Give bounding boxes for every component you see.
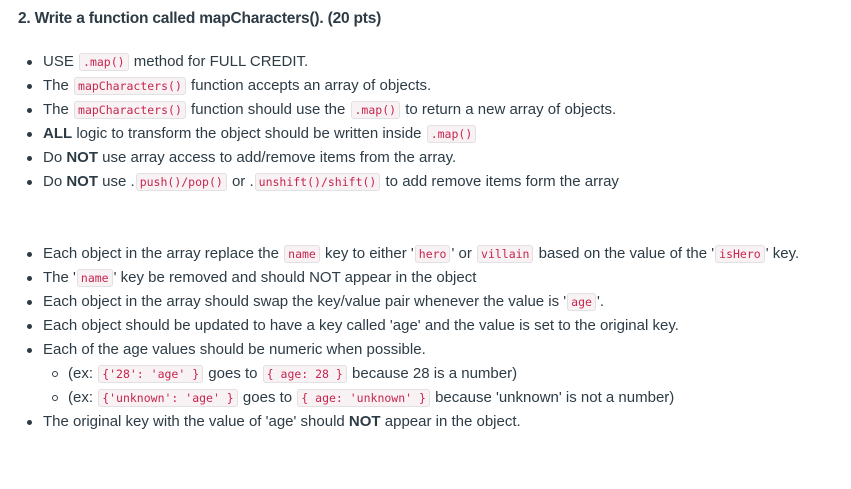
bold-text: ALL xyxy=(43,125,73,142)
example-item xyxy=(18,362,851,386)
item-text: ' key. xyxy=(765,245,800,262)
item-text: logic to transform the object should be written inside xyxy=(72,125,426,142)
item-text: or . xyxy=(227,173,254,190)
item-text: appear in the object. xyxy=(380,413,521,430)
inline-code: push()/pop() xyxy=(136,173,227,191)
item-text: ' or xyxy=(451,245,477,262)
item-text: goes to xyxy=(238,389,297,406)
inline-code: mapCharacters() xyxy=(74,77,186,95)
bold-text: NOT xyxy=(348,413,381,430)
item-text: (ex: xyxy=(68,365,98,382)
inline-code: unshift()/shift() xyxy=(255,173,381,191)
item-text: because 28 is a number) xyxy=(347,365,518,382)
final-rule-list xyxy=(18,410,851,434)
item-text: function should use the xyxy=(186,101,350,118)
list-item xyxy=(18,170,851,194)
item-text: (ex: xyxy=(68,389,98,406)
item-text: USE xyxy=(43,53,79,70)
bold-text: NOT xyxy=(66,173,99,190)
item-text: Each object should be updated to have a key called 'age' and the value is set to the original key. xyxy=(43,317,679,334)
item-text: use array access to add/remove items from the array. xyxy=(98,149,457,166)
inline-code: { age: 'unknown' } xyxy=(297,389,430,407)
requirements-list xyxy=(18,50,851,194)
item-text: goes to xyxy=(204,365,262,382)
item-text: based on the value of the ' xyxy=(534,245,715,262)
item-text: Each of the age values should be numeric when possible. xyxy=(43,341,426,358)
item-text: function accepts an array of objects. xyxy=(186,77,432,94)
inline-code: name xyxy=(284,245,320,263)
question-heading: 2. Write a function called mapCharacters(). (20 pts) xyxy=(18,10,382,27)
item-text: Each object in the array replace the xyxy=(43,245,284,262)
spacer xyxy=(18,194,851,242)
inline-code: {'28': 'age' } xyxy=(98,365,203,383)
inline-code: {'unknown': 'age' } xyxy=(98,389,238,407)
inline-code: .map() xyxy=(351,101,401,119)
transformation-rules-list xyxy=(18,242,851,362)
list-item xyxy=(18,242,851,266)
example-item xyxy=(18,386,851,410)
bold-text: NOT xyxy=(66,149,99,166)
list-item xyxy=(18,266,851,290)
list-item xyxy=(18,98,851,122)
examples-list xyxy=(18,362,851,410)
inline-code: villain xyxy=(477,245,533,263)
item-text: '. xyxy=(596,293,604,310)
item-text: The ' xyxy=(43,269,76,286)
list-item xyxy=(18,290,851,314)
list-item xyxy=(18,74,851,98)
item-text: to add remove items form the array xyxy=(381,173,619,190)
item-text: key to either ' xyxy=(320,245,414,262)
inline-code: mapCharacters() xyxy=(74,101,186,119)
item-text: use . xyxy=(98,173,135,190)
item-text: Each object in the array should swap the key/value pair whenever the value is ' xyxy=(43,293,567,310)
list-item xyxy=(18,122,851,146)
list-item xyxy=(18,314,851,338)
list-item xyxy=(18,146,851,170)
list-item xyxy=(18,338,851,362)
item-text: The xyxy=(43,101,74,118)
inline-code: { age: 28 } xyxy=(263,365,347,383)
inline-code: isHero xyxy=(715,245,765,263)
inline-code: age xyxy=(567,293,596,311)
item-text: The xyxy=(43,77,74,94)
item-text: The original key with the value of 'age' should xyxy=(43,413,349,430)
list-item xyxy=(18,50,851,74)
inline-code: hero xyxy=(415,245,451,263)
item-text: Do xyxy=(43,173,67,190)
inline-code: .map() xyxy=(427,125,477,143)
inline-code: name xyxy=(77,269,113,287)
inline-code: .map() xyxy=(79,53,129,71)
item-text: ' key be removed and should NOT appear in the object xyxy=(113,269,477,286)
item-text: method for FULL CREDIT. xyxy=(129,53,309,70)
item-text: Do xyxy=(43,149,67,166)
list-item xyxy=(18,410,851,434)
item-text: because 'unknown' is not a number) xyxy=(430,389,675,406)
item-text: to return a new array of objects. xyxy=(401,101,617,118)
